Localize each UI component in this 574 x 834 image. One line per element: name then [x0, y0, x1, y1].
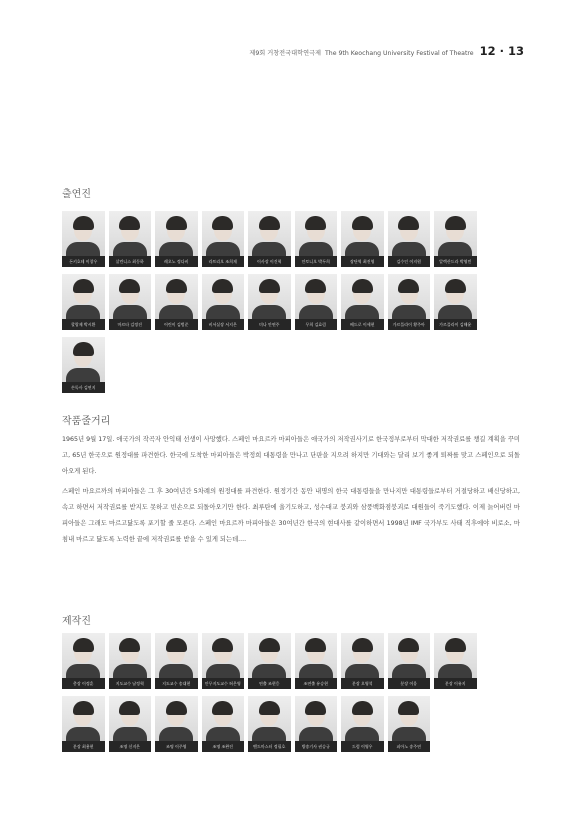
member-photo [62, 696, 105, 741]
member-card [155, 633, 198, 689]
member-card [202, 696, 245, 752]
member-photo [62, 211, 105, 256]
member-card [341, 211, 384, 267]
member-photo [341, 211, 384, 256]
member-card [434, 211, 477, 267]
member-caption: 분장 최용현 [62, 741, 105, 752]
member-caption: 가르플라이 황주아 [388, 319, 431, 330]
member-photo [434, 633, 477, 678]
member-photo [295, 633, 338, 678]
member-photo [155, 696, 198, 741]
member-caption: 지도교수 송대현 [155, 678, 198, 689]
member-caption: 비서실장 서지은 [202, 319, 245, 330]
member-caption: 손독사 김연지 [62, 382, 105, 393]
cast-section-title: 출연진 [62, 189, 91, 200]
member-photo [202, 211, 245, 256]
member-caption: 밴드마스터 정필호 [248, 741, 291, 752]
member-caption: 라트리오 조희재 [202, 256, 245, 267]
member-photo [295, 274, 338, 319]
page-numbers: 12 · 13 [479, 44, 524, 58]
member-caption: 이사장 이건혁 [248, 256, 291, 267]
member-photo [388, 274, 431, 319]
member-caption: 지도교수 남정혁 [109, 678, 152, 689]
member-card [295, 696, 338, 752]
member-caption: 드럼 이영우 [341, 741, 384, 752]
member-caption: 베드로 이세현 [341, 319, 384, 330]
member-photo [434, 274, 477, 319]
member-card [155, 274, 198, 330]
festival-title-english: The 9th Keochang University Festival of Theatre [325, 50, 474, 57]
member-caption: 방송기사 권승규 [295, 741, 338, 752]
member-caption: 안무지도교수 허은영 [202, 678, 245, 689]
member-caption: 분장 이융 [388, 678, 431, 689]
member-photo [248, 633, 291, 678]
member-caption: 미나 안연주 [248, 319, 291, 330]
member-photo [341, 274, 384, 319]
member-photo [62, 633, 105, 678]
member-card [388, 211, 431, 267]
member-photo [109, 274, 152, 319]
member-caption: 가르플라이 김해윤 [434, 319, 477, 330]
member-caption: 조명 이주영 [155, 741, 198, 752]
member-caption: 돈키호테 이창우 [62, 256, 105, 267]
member-photo [341, 633, 384, 678]
member-caption: 마르타 김정진 [109, 319, 152, 330]
member-card [341, 274, 384, 330]
member-card [341, 633, 384, 689]
member-photo [202, 274, 245, 319]
member-card [202, 211, 245, 267]
member-caption: 레오노 정다비 [155, 256, 198, 267]
synopsis-paragraph-1: 1965년 9월 17일. 애국가의 작곡자 안익태 선생이 사망했다. 스페인 마요르카 마피아들은 애국가의 저작권사기로 한국정부로부터 막대한 저작권료를 챙길 계획을 꾸미고, 65년 한국으로 원정대를 파견한다. 한국에 도착한 마피아들은 박정희 대통령을 만나고 단판을 지으려 하지만 기대와는 달리 보기 좋게 퇴짜를 맞고 스페인으로 되돌아오게 된다. [62, 436, 520, 475]
member-card [341, 696, 384, 752]
member-card [109, 633, 152, 689]
member-photo [295, 696, 338, 741]
member-card [248, 696, 291, 752]
synopsis-paragraph-2: 스페인 마요르까의 마피아들은 그 후 30여년간 5차례의 원정대를 파견한다. 원정기간 동안 내명의 한국 대통령들을 만나지만 대통령들로부터 거절당하고 배신당하고, 속고 하면서 저작권료를 받지도 못하고 빈손으로 되돌아오기만 한다. 최루탄에 울기도하고, 성수대교 붕괴와 삼풍백화점붕괴로 대원들이 죽기도했다. 이제 늙어버린 마피아들은 그래도 마르고닳도록 포기할 줄 모른다. 스페인 마요르까 마피아들은 30여년간 한국의 현대사를 같이하면서 1998년 IMF 국가부도 사태 직후에야 비로소, 마침내 마르고 닳도록 노력한 끝에 저작권료를 받을 수 있게 되는데.... [62, 488, 520, 543]
member-card [388, 696, 431, 752]
member-card [62, 633, 105, 689]
member-photo [248, 274, 291, 319]
member-photo [388, 211, 431, 256]
member-caption: 어린이 김범준 [155, 319, 198, 330]
member-photo [434, 211, 477, 256]
member-caption: 분장 이유지 [434, 678, 477, 689]
member-card [202, 633, 245, 689]
member-card [155, 211, 198, 267]
member-card [388, 633, 431, 689]
member-card [62, 696, 105, 752]
member-caption: 장단역 최진영 [341, 256, 384, 267]
member-photo [62, 274, 105, 319]
member-caption: 조명 신지은 [109, 741, 152, 752]
member-photo [202, 696, 245, 741]
member-caption: 조명 조완진 [202, 741, 245, 752]
member-caption: 김수인 이지원 [388, 256, 431, 267]
member-card [434, 274, 477, 330]
member-photo [295, 211, 338, 256]
member-card [295, 274, 338, 330]
member-card [62, 211, 105, 267]
member-photo [388, 633, 431, 678]
member-card [109, 211, 152, 267]
member-caption: 안토니오 박두희 [295, 256, 338, 267]
member-card [295, 633, 338, 689]
member-card [388, 274, 431, 330]
member-caption: 피아노 송주연 [388, 741, 431, 752]
member-photo [155, 211, 198, 256]
cast-grid [62, 211, 522, 393]
member-card [202, 274, 245, 330]
member-caption: 할랑제 박시환 [62, 319, 105, 330]
member-card [248, 633, 291, 689]
member-card [62, 337, 105, 393]
festival-title-korean: 제9회 거창전국대학연극제 [249, 50, 322, 57]
page-header [249, 44, 524, 58]
member-caption: 무희 김효림 [295, 319, 338, 330]
member-card [434, 633, 477, 689]
member-photo [341, 696, 384, 741]
member-card [295, 211, 338, 267]
member-card [109, 274, 152, 330]
member-caption: 연출 조현응 [248, 678, 291, 689]
synopsis-section-title: 작품줄거리 [62, 416, 111, 427]
member-card [248, 211, 291, 267]
member-card [248, 274, 291, 330]
member-photo [248, 696, 291, 741]
member-caption: 조연출 유승현 [295, 678, 338, 689]
member-photo [388, 696, 431, 741]
staff-grid [62, 633, 522, 752]
member-caption: 총장 이정훈 [62, 678, 105, 689]
member-photo [155, 274, 198, 319]
member-photo [202, 633, 245, 678]
member-photo [109, 696, 152, 741]
member-caption: 분장 오영석 [341, 678, 384, 689]
member-photo [109, 633, 152, 678]
member-card [155, 696, 198, 752]
member-card [109, 696, 152, 752]
member-card [62, 274, 105, 330]
member-photo [62, 337, 105, 382]
member-photo [109, 211, 152, 256]
member-photo [155, 633, 198, 678]
member-caption: 살린니스 최동하 [109, 256, 152, 267]
member-caption: 알렉산드라 박영민 [434, 256, 477, 267]
member-photo [248, 211, 291, 256]
staff-section-title: 제작진 [62, 616, 91, 627]
